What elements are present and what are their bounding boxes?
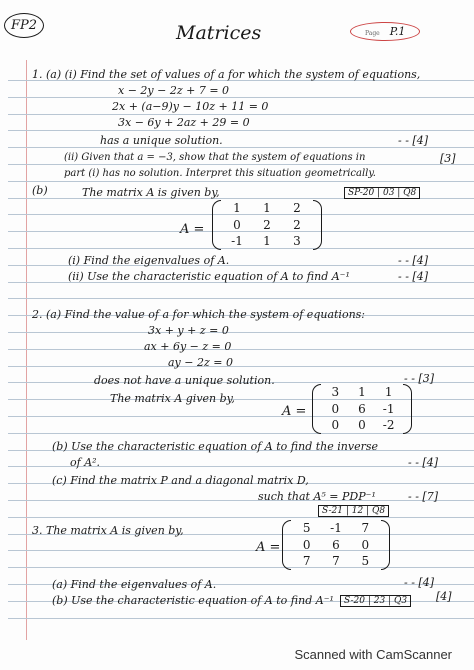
q1-unique: has a unique solution. [100, 134, 223, 147]
ruled-line [8, 114, 474, 115]
matrix-entry: 6 [358, 401, 366, 416]
matrix-entry: 1 [263, 201, 271, 215]
q3-matrix-a [282, 520, 390, 570]
matrix-entry: 5 [361, 554, 370, 569]
q1-a-i: 1. (a) (i) Find the set of values of a for which the system of equations, [32, 68, 421, 81]
ruled-line [8, 298, 474, 299]
matrix-entry: 0 [302, 537, 311, 552]
ruled-line [8, 618, 474, 619]
q2-a: 2. (a) Find the value of a for which the system of equations: [32, 308, 366, 321]
matrix-entry: 2 [293, 217, 301, 232]
ruled-line [8, 130, 474, 131]
q2-matrix-a [312, 384, 412, 434]
q1-eq2: 2x + (a−9)y − 10z + 11 = 0 [112, 100, 269, 113]
q2-c: (c) Find the matrix P and a diagonal matrix D, [52, 474, 309, 487]
matrix-entry: 0 [331, 418, 340, 433]
matrix-entry: 1 [263, 234, 271, 249]
left-bracket [212, 200, 221, 250]
matrix-entry: -1 [330, 521, 342, 535]
header-code: FP2 [4, 18, 44, 33]
ruled-line [8, 97, 474, 98]
q3-reference: S-20 | 23 | Q3 [340, 596, 411, 606]
matrix-entry: 2 [293, 201, 301, 215]
q1-eq3: 3x − 6y + 2az + 29 = 0 [118, 116, 250, 129]
q1-matrix-a [212, 200, 322, 250]
q3-a: (a) Find the eigenvalues of A. [52, 578, 217, 591]
ruled-line [8, 567, 474, 568]
q2-marks-c: - - [7] [408, 490, 439, 503]
matrix-entry: 0 [233, 217, 241, 232]
ruled-line [8, 181, 474, 182]
q3-b: (b) Use the characteristic equation of A to find A⁻¹ [52, 594, 334, 607]
matrix-entry: 5 [302, 521, 311, 535]
q1-matrix-lhs: A = [180, 222, 205, 237]
q1-b-i: (i) Find the eigenvalues of A. [68, 254, 230, 267]
matrix-entry: 0 [331, 401, 340, 416]
q2-marks-a: - - [3] [404, 372, 435, 385]
q3-marks-a: - - [4] [404, 576, 435, 589]
page-title: Matrices [176, 22, 262, 44]
matrix-entry: 7 [332, 554, 340, 569]
q2-no-unique: does not have a unique solution. [94, 374, 275, 387]
ruled-line [8, 349, 474, 350]
q1-marks-a-ii: [3] [440, 152, 456, 165]
right-bracket [403, 384, 412, 434]
matrix-entry: 2 [263, 217, 271, 232]
scanner-watermark: Scanned with CamScanner [294, 647, 452, 662]
q1-a-ii-cont: part (i) has no solution. Interpret this situation geometrically. [64, 168, 376, 179]
matrix-entry: 1 [358, 385, 366, 399]
page-number-badge: Page P.1 [350, 25, 420, 38]
q1-marks-b-ii: - - [4] [398, 270, 429, 283]
ruled-line [8, 164, 474, 165]
q2-eq2: ax + 6y − z = 0 [144, 340, 232, 353]
ruled-line [8, 332, 474, 333]
q3-matrix-lhs: A = [256, 540, 281, 555]
q1-a-ii: (ii) Given that a = −3, show that the system of equations in [64, 152, 366, 163]
q2-marks-b: - - [4] [408, 456, 439, 469]
q1-marks-b-i: - - [4] [398, 254, 429, 267]
matrix-entry: 3 [331, 385, 340, 399]
q2-c-cont: such that A⁵ = PDP⁻¹ [258, 490, 376, 503]
left-bracket [312, 384, 321, 434]
q3-marks-b: [4] [436, 590, 452, 603]
matrix-entry: 1 [233, 201, 241, 215]
q2-b-cont: of A². [70, 456, 101, 469]
matrix-entry: 3 [293, 234, 301, 249]
matrix-entry: -1 [231, 234, 243, 249]
matrix-entry: 7 [361, 521, 370, 535]
q2-b-text: The matrix A given by, [110, 392, 235, 405]
matrix-entry: 7 [302, 554, 311, 569]
q2-eq1: 3x + y + z = 0 [148, 324, 229, 337]
q1-reference: SP-20 | 03 | Q8 [344, 188, 420, 198]
ruled-line [8, 366, 474, 367]
matrix-entry: -1 [382, 401, 395, 416]
matrix-entry: 0 [361, 537, 370, 552]
ruled-line [8, 550, 474, 551]
matrix-entry: 6 [332, 537, 340, 552]
right-bracket [313, 200, 322, 250]
q2-b: (b) Use the characteristic equation of A to find the inverse [52, 440, 378, 453]
q3-intro: 3. The matrix A is given by, [32, 524, 184, 537]
right-bracket [381, 520, 390, 570]
ruled-line [8, 500, 474, 501]
q1-eq1: x − 2y − 2z + 7 = 0 [118, 84, 230, 97]
q1-b-ii: (ii) Use the characteristic equation of A to find A⁻¹ [68, 270, 350, 283]
q1-b-label: (b) [32, 184, 48, 197]
left-bracket [282, 520, 291, 570]
q1-marks-a-i: - - [4] [398, 134, 429, 147]
matrix-entry: 1 [384, 385, 393, 399]
ruled-line [8, 147, 474, 148]
q2-matrix-lhs: A = [282, 404, 307, 419]
q1-b-text: The matrix A is given by, [82, 186, 220, 199]
matrix-entry: -2 [382, 418, 395, 433]
matrix-entry: 0 [358, 418, 366, 433]
q2-reference: S-21 | 12 | Q8 [318, 506, 389, 516]
q2-eq3: ay − 2z = 0 [168, 356, 233, 369]
ruled-line [8, 517, 474, 518]
